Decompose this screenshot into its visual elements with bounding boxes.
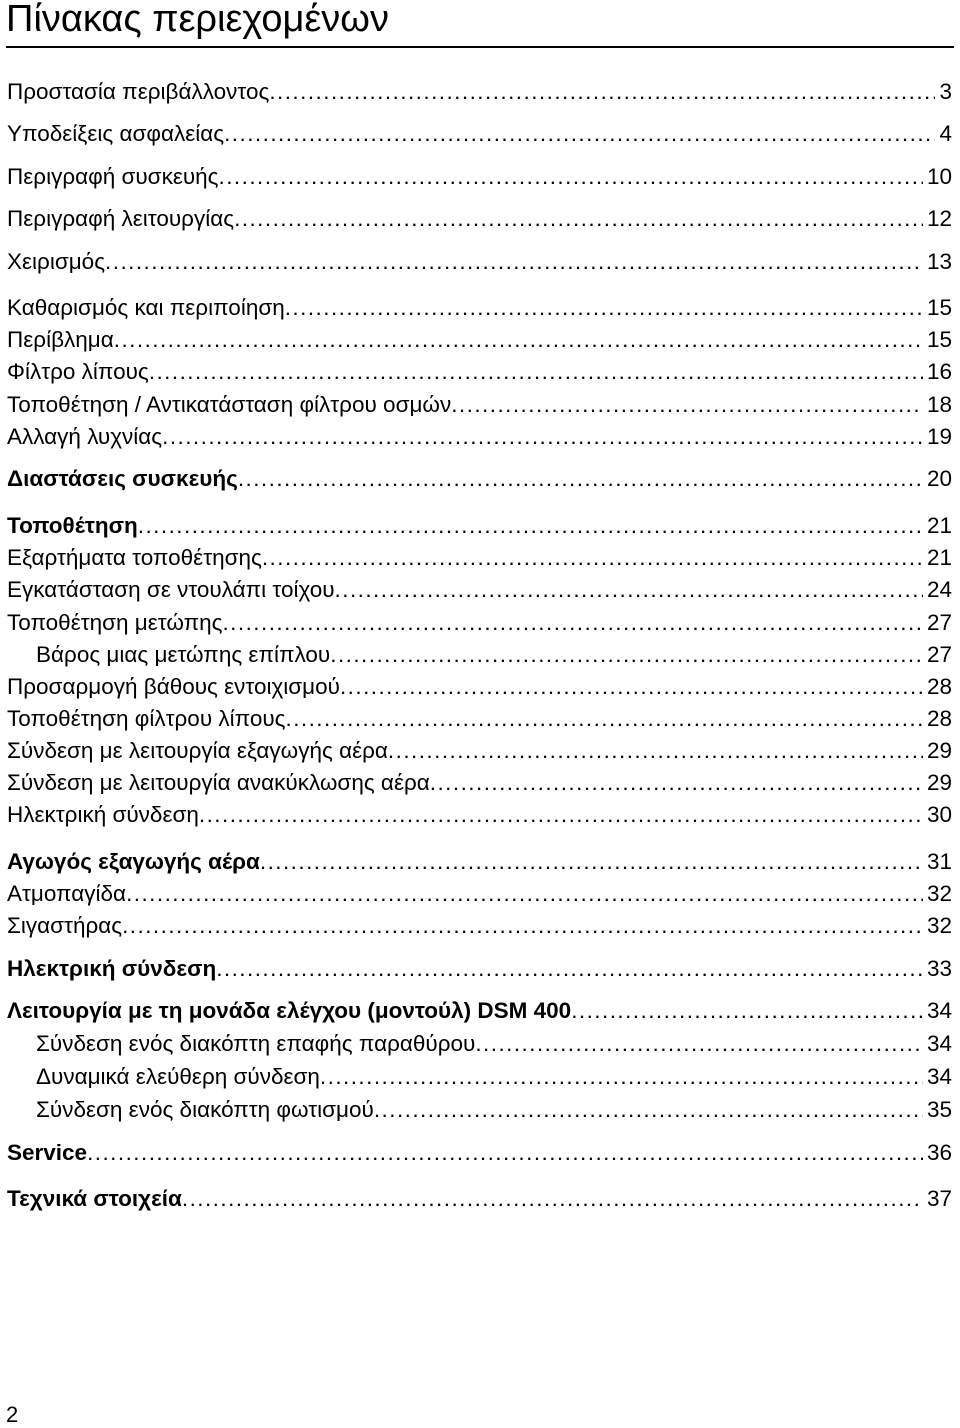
- dot-leader: [320, 1063, 923, 1091]
- toc-entry-title: Εξαρτήματα τοποθέτησης: [7, 545, 262, 570]
- toc-entry-page: 37: [926, 1186, 952, 1211]
- toc-entry-page: 34: [926, 1064, 952, 1089]
- dot-leader: [340, 673, 923, 701]
- toc-entry[interactable]: [36, 1096, 952, 1124]
- toc-entry-page: 12: [926, 206, 952, 231]
- dot-leader: [149, 358, 923, 386]
- toc-entry-page: 36: [926, 1140, 952, 1165]
- dot-leader: [260, 848, 923, 876]
- toc-entry-page: 29: [926, 738, 952, 763]
- toc-entry[interactable]: [7, 163, 952, 191]
- toc-entry-title: Τοποθέτηση / Αντικατάσταση φίλτρου οσμών: [7, 392, 452, 417]
- toc-entry-page: 28: [926, 674, 952, 699]
- dot-leader: [182, 1185, 923, 1213]
- toc-entry-title: Χειρισμός: [7, 249, 106, 274]
- toc-entry[interactable]: [7, 1185, 952, 1213]
- toc-entry-title: Διαστάσεις συσκευής: [7, 466, 238, 491]
- toc-entry-page: 21: [926, 545, 952, 570]
- dot-leader: [330, 641, 923, 669]
- toc-entry-page: 24: [926, 577, 952, 602]
- toc-entry-page: 31: [926, 849, 952, 874]
- toc-entry[interactable]: [7, 512, 952, 540]
- dot-leader: [138, 512, 923, 540]
- toc-entry[interactable]: [7, 294, 952, 322]
- dot-leader: [219, 163, 923, 191]
- toc-entry-page: 34: [926, 1031, 952, 1056]
- toc-entry-page: 15: [926, 295, 952, 320]
- dot-leader: [126, 880, 923, 908]
- dot-leader: [216, 955, 923, 983]
- toc-entry[interactable]: [36, 1030, 952, 1058]
- toc-entry-page: 10: [926, 164, 952, 189]
- toc-entry[interactable]: [7, 997, 952, 1025]
- toc-entry-page: 32: [926, 913, 952, 938]
- toc-entry[interactable]: [36, 641, 952, 669]
- toc-entry-page: 19: [926, 424, 952, 449]
- dot-leader: [388, 737, 923, 765]
- toc-entry-page: 13: [926, 249, 952, 274]
- toc-entry-title: Λειτουργία με τη μονάδα ελέγχου (μοντούλ) DSM 400: [7, 998, 572, 1023]
- toc-entry[interactable]: [7, 769, 952, 797]
- toc-entry[interactable]: [7, 609, 952, 637]
- toc-entry[interactable]: [36, 1063, 952, 1091]
- toc-entry-title: Σύνδεση ενός διακόπτη φωτισμού: [36, 1097, 374, 1122]
- toc-entry[interactable]: [7, 326, 952, 354]
- dot-leader: [162, 423, 923, 451]
- toc-entry-title: Τοποθέτηση μετώπης: [7, 610, 223, 635]
- title-divider: [6, 46, 954, 48]
- toc-entry[interactable]: [7, 465, 952, 493]
- toc-entry-title: Ηλεκτρική σύνδεση: [7, 802, 199, 827]
- toc-entry-page: 34: [926, 998, 952, 1023]
- toc-entry-page: 27: [926, 610, 952, 635]
- toc-entry-title: Εγκατάσταση σε ντουλάπι τοίχου: [7, 577, 335, 602]
- toc-entry-page: 4: [939, 121, 952, 146]
- toc-entry[interactable]: [7, 248, 952, 276]
- toc-entry[interactable]: [7, 391, 952, 419]
- dot-leader: [122, 912, 923, 940]
- toc-entry[interactable]: [7, 705, 952, 733]
- toc-entry-page: 21: [926, 513, 952, 538]
- toc-entry-title: Ηλεκτρική σύνδεση: [7, 956, 217, 981]
- dot-leader: [105, 248, 923, 276]
- toc-entry-title: Καθαρισμός και περιποίηση: [7, 295, 285, 320]
- toc-entry[interactable]: [7, 544, 952, 572]
- toc-entry-page: 20: [926, 466, 952, 491]
- toc-entry[interactable]: [7, 576, 952, 604]
- toc-entry-title: Τοποθέτηση: [7, 513, 138, 538]
- toc-entry[interactable]: [7, 801, 952, 829]
- toc-entry[interactable]: [7, 848, 952, 876]
- toc-entry[interactable]: [7, 358, 952, 386]
- toc-entry[interactable]: [7, 673, 952, 701]
- toc-entry-title: Τοποθέτηση φίλτρου λίπους: [7, 706, 286, 731]
- toc-entry-title: Service: [7, 1140, 88, 1165]
- toc-entry-page: 15: [926, 327, 952, 352]
- toc-entry-page: 35: [926, 1097, 952, 1122]
- toc-entry[interactable]: [7, 737, 952, 765]
- toc-entry[interactable]: [7, 1139, 952, 1167]
- toc-entry-page: 3: [939, 79, 952, 104]
- dot-leader: [374, 1096, 923, 1124]
- toc-entry-title: Υποδείξεις ασφαλείας: [7, 121, 225, 146]
- dot-leader: [475, 1030, 923, 1058]
- dot-leader: [451, 391, 923, 419]
- toc-entry-title: Φίλτρο λίπους: [7, 359, 149, 384]
- toc-entry[interactable]: [7, 120, 952, 148]
- dot-leader: [199, 801, 923, 829]
- toc-entry-title: Σύνδεση ενός διακόπτη επαφής παραθύρου: [36, 1031, 476, 1056]
- dot-leader: [285, 294, 923, 322]
- dot-leader: [114, 326, 923, 354]
- dot-leader: [335, 576, 923, 604]
- page-title: Πίνακας περιεχομένων: [6, 0, 389, 40]
- toc-entry-title: Σύνδεση με λειτουργία εξαγωγής αέρα: [7, 738, 388, 763]
- toc-entry-title: Σύνδεση με λειτουργία ανακύκλωσης αέρα: [7, 770, 430, 795]
- toc-entry-page: 18: [926, 392, 952, 417]
- toc-entry-title: Περίβλημα: [7, 327, 114, 352]
- dot-leader: [430, 769, 923, 797]
- toc-entry-page: 27: [926, 642, 952, 667]
- toc-entry-title: Δυναμικά ελεύθερη σύνδεση: [36, 1064, 320, 1089]
- toc-entry-page: 29: [926, 770, 952, 795]
- toc-entry-page: 32: [926, 881, 952, 906]
- dot-leader: [234, 205, 923, 233]
- toc-entry[interactable]: [7, 205, 952, 233]
- page-number: 2: [6, 1402, 19, 1427]
- toc-entry-page: 33: [926, 956, 952, 981]
- dot-leader: [222, 609, 922, 637]
- toc-entry-title: Ατμοπαγίδα: [7, 881, 127, 906]
- toc-entry-page: 16: [926, 359, 952, 384]
- toc-entry-title: Βάρος μιας μετώπης επίπλου: [36, 642, 331, 667]
- toc-entry[interactable]: [7, 78, 952, 106]
- toc-entry-title: Αλλαγή λυχνίας: [7, 424, 163, 449]
- toc-entry-title: Σιγαστήρας: [7, 913, 123, 938]
- dot-leader: [571, 997, 923, 1025]
- toc-entry-title: Προστασία περιβάλλοντος: [7, 79, 270, 104]
- toc-entry[interactable]: [7, 912, 952, 940]
- toc-entry-page: 28: [926, 706, 952, 731]
- dot-leader: [224, 120, 935, 148]
- toc-entry[interactable]: [7, 423, 952, 451]
- toc-entry-title: Αγωγός εξαγωγής αέρα: [7, 849, 260, 874]
- toc-entry[interactable]: [7, 880, 952, 908]
- toc-entry-title: Περιγραφή λειτουργίας: [7, 206, 235, 231]
- dot-leader: [262, 544, 923, 572]
- toc-entry[interactable]: [7, 955, 952, 983]
- toc-entry-title: Τεχνικά στοιχεία: [7, 1186, 182, 1211]
- dot-leader: [286, 705, 923, 733]
- toc-entry-title: Περιγραφή συσκευής: [7, 164, 219, 189]
- toc-entry-page: 30: [926, 802, 952, 827]
- toc-entry-title: Προσαρμογή βάθους εντοιχισμού: [7, 674, 340, 699]
- dot-leader: [238, 465, 923, 493]
- dot-leader: [87, 1139, 923, 1167]
- dot-leader: [269, 78, 935, 106]
